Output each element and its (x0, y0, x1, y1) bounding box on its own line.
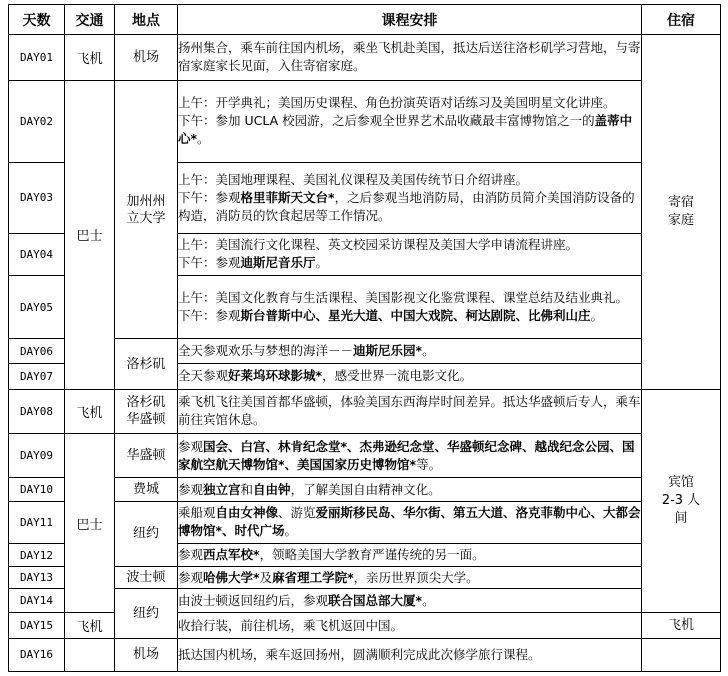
day-cell: DAY15 (9, 613, 65, 638)
course-pm-text: 下午：参加 UCLA 校园游，之后参观全世界艺术品收藏最丰富博物馆之一的 (178, 113, 595, 129)
location-cell: 机场 (115, 35, 178, 80)
course-text: 抵达国内机场，乘车返回扬州，圆满顺利完成此次修学旅行课程。 (178, 646, 541, 662)
course-text-tail: ，领略美国大学教育严谨传统的另一面。 (259, 547, 485, 563)
course-highlight: 自由女神像 (215, 505, 279, 521)
course-cell (178, 543, 642, 566)
course-highlight: 国会、白宫、林肯纪念堂*、杰弗逊纪念堂、华盛顿纪念碑、越战纪念公园、国家航空航天博物馆*、美国国家历史博物馆* (178, 438, 635, 472)
course-cell (178, 339, 642, 363)
day-cell: DAY04 (9, 233, 65, 275)
location-text: 加州州立大学 (126, 193, 166, 226)
location-cell: 波士顿 (115, 567, 178, 589)
course-text: 乘船观 (178, 505, 216, 521)
course-highlight: 好莱坞环球影城* (228, 368, 323, 384)
course-text-tail: ，感受世界一流电影文化。 (322, 368, 473, 384)
course-text: 、游览 (278, 505, 316, 521)
course-highlight: 西点军校* (203, 547, 260, 563)
day-cell: DAY14 (9, 589, 65, 613)
course-am: 上午：美国地理课程、美国礼仪课程及美国传统节日介绍讲座。 (178, 171, 529, 187)
course-cell (178, 478, 642, 501)
course-text: 乘飞机飞往美国首都华盛顿，体验美国东西海岸时间差异。抵达华盛顿后专人，乘车前往宾馆休息。 (178, 394, 641, 428)
course-am: 上午：美国文化教育与生活课程、美国影视文化鉴赏课程、课堂总结及结业典礼。 (178, 290, 629, 306)
course-text: 全天参观欢乐与梦想的海洋－－ (178, 343, 354, 359)
course-text-tail: ，亲历世界顶尖大学。 (353, 569, 479, 585)
course-highlight: 独立宫 (203, 481, 241, 497)
location-cell: 费城 (115, 478, 178, 501)
location-cell: 机场 (115, 638, 178, 671)
table-row (9, 638, 721, 671)
location-text: 洛杉矶华盛顿 (126, 395, 166, 428)
course-highlight: 哈佛大学* (203, 569, 260, 585)
day-cell: DAY02 (9, 80, 65, 163)
location-cell: 纽约 (115, 501, 178, 566)
lodging-text: 寄宿家庭 (667, 195, 694, 229)
course-highlight: 自由钟 (253, 481, 291, 497)
course-cell (178, 613, 642, 638)
course-cell (178, 163, 642, 234)
header-row (9, 5, 721, 35)
course-cell (178, 567, 642, 589)
course-pm (178, 254, 641, 272)
table-row (9, 589, 721, 613)
table-row (9, 389, 721, 433)
course-highlight: 迪斯尼乐园* (353, 343, 423, 359)
course-highlight: 斯台普斯中心、星光大道、中国大戏院、柯达剧院、比佛利山庄 (240, 308, 591, 324)
table-row (9, 501, 721, 543)
course-text: 参观 (178, 547, 204, 563)
course-cell (178, 638, 642, 671)
course-pm-text: 下午：参观 (178, 255, 241, 271)
course-highlight: 格里菲斯天文台* (240, 189, 335, 205)
course-am: 上午：美国流行文化课程、英文校园采访课程及美国大学申请流程讲座。 (178, 237, 579, 253)
course-pm-tail: ，之后参观当地消防局，由消防员简介美国消防设备的构造，消防员的饮食起居等工作情况。 (178, 189, 635, 223)
course-pm-text: 下午：参观 (178, 189, 241, 205)
course-pm-tail: 。 (197, 131, 210, 147)
day-cell: DAY01 (9, 35, 65, 80)
course-text: 收拾行装，前往机场，乘飞机返回中国。 (178, 617, 404, 633)
lodging-cell-empty (642, 638, 721, 671)
location-cell (115, 389, 178, 433)
transport-cell-empty (65, 638, 115, 671)
lodging-cell-flight: 飞机 (642, 613, 721, 638)
course-highlight: 迪斯尼音乐厅 (240, 255, 316, 271)
course-text-tail: 。 (422, 592, 435, 608)
course-am: 上午：开学典礼；美国历史课程、角色扮演英语对话练习及美国明星文化讲座。 (178, 95, 616, 111)
day-cell: DAY16 (9, 638, 65, 671)
course-text-tail: 。 (284, 523, 298, 539)
location-cell: 华盛顿 (115, 434, 178, 478)
table-row (9, 478, 721, 501)
day-cell: DAY06 (9, 339, 65, 363)
course-text: 参观 (178, 438, 204, 454)
course-cell (178, 35, 642, 80)
transport-cell: 巴士 (65, 434, 115, 613)
course-highlight: 盖蒂中心* (178, 113, 633, 147)
course-cell (178, 363, 642, 389)
course-pm (178, 307, 641, 325)
table-row (9, 339, 721, 363)
course-pm-tail: 。 (315, 255, 329, 271)
day-cell: DAY07 (9, 363, 65, 389)
header-lodging: 住宿 (642, 5, 721, 35)
itinerary-table (8, 4, 721, 672)
course-text-tail: ，了解美国自由精神文化。 (290, 481, 441, 497)
course-highlight: 联合国总部大厦* (328, 592, 423, 608)
course-cell (178, 233, 642, 275)
location-cell: 纽约 (115, 589, 178, 638)
transport-cell: 飞机 (65, 35, 115, 80)
course-text: 由波士顿返回纽约后，参观 (178, 592, 329, 608)
course-highlight: 爱丽斯移民岛、华尔街、第五大道、洛克菲勒中心、大都会博物馆*、时代广场 (178, 505, 641, 539)
course-cell (178, 501, 642, 543)
course-text: 和 (240, 481, 254, 497)
header-location: 地点 (115, 5, 178, 35)
day-cell: DAY10 (9, 478, 65, 501)
course-pm (178, 189, 641, 225)
day-cell: DAY13 (9, 567, 65, 589)
course-pm-tail: 。 (590, 308, 604, 324)
course-cell (178, 80, 642, 163)
lodging-cell-hotel (642, 389, 721, 613)
transport-cell: 巴士 (65, 80, 115, 389)
lodging-text: 宾馆 2-3 人间 (661, 475, 701, 527)
table-row (9, 35, 721, 80)
course-cell (178, 589, 642, 613)
table-row (9, 567, 721, 589)
header-transport: 交通 (65, 5, 115, 35)
table-row (9, 434, 721, 478)
header-course: 课程安排 (178, 5, 642, 35)
location-cell (115, 80, 178, 339)
day-cell: DAY08 (9, 389, 65, 433)
day-cell: DAY11 (9, 501, 65, 543)
course-pm (178, 112, 641, 148)
course-cell (178, 389, 642, 433)
location-cell: 洛杉矶 (115, 339, 178, 389)
course-highlight: 麻省理工学院* (272, 569, 354, 585)
day-cell: DAY12 (9, 543, 65, 566)
course-cell (178, 434, 642, 478)
transport-cell: 飞机 (65, 389, 115, 433)
course-text-tail: 等。 (416, 456, 442, 472)
course-text: 参观 (178, 569, 204, 585)
lodging-cell-homestay (642, 35, 721, 390)
course-text: 参观 (178, 481, 204, 497)
transport-cell: 飞机 (65, 613, 115, 638)
day-cell: DAY05 (9, 275, 65, 338)
course-text: 及 (259, 569, 273, 585)
header-day: 天数 (9, 5, 65, 35)
course-text-tail: 。 (422, 343, 435, 359)
course-cell (178, 275, 642, 338)
day-cell: DAY03 (9, 163, 65, 234)
course-text: 全天参观 (178, 368, 229, 384)
day-cell: DAY09 (9, 434, 65, 478)
table-row (9, 80, 721, 163)
course-pm-text: 下午：参观 (178, 308, 241, 324)
course-text: 扬州集合，乘车前往国内机场，乘坐飞机赴美国，抵达后送往洛杉矶学习营地，与寄宿家庭家长见面，入住寄宿家庭。 (178, 40, 641, 74)
